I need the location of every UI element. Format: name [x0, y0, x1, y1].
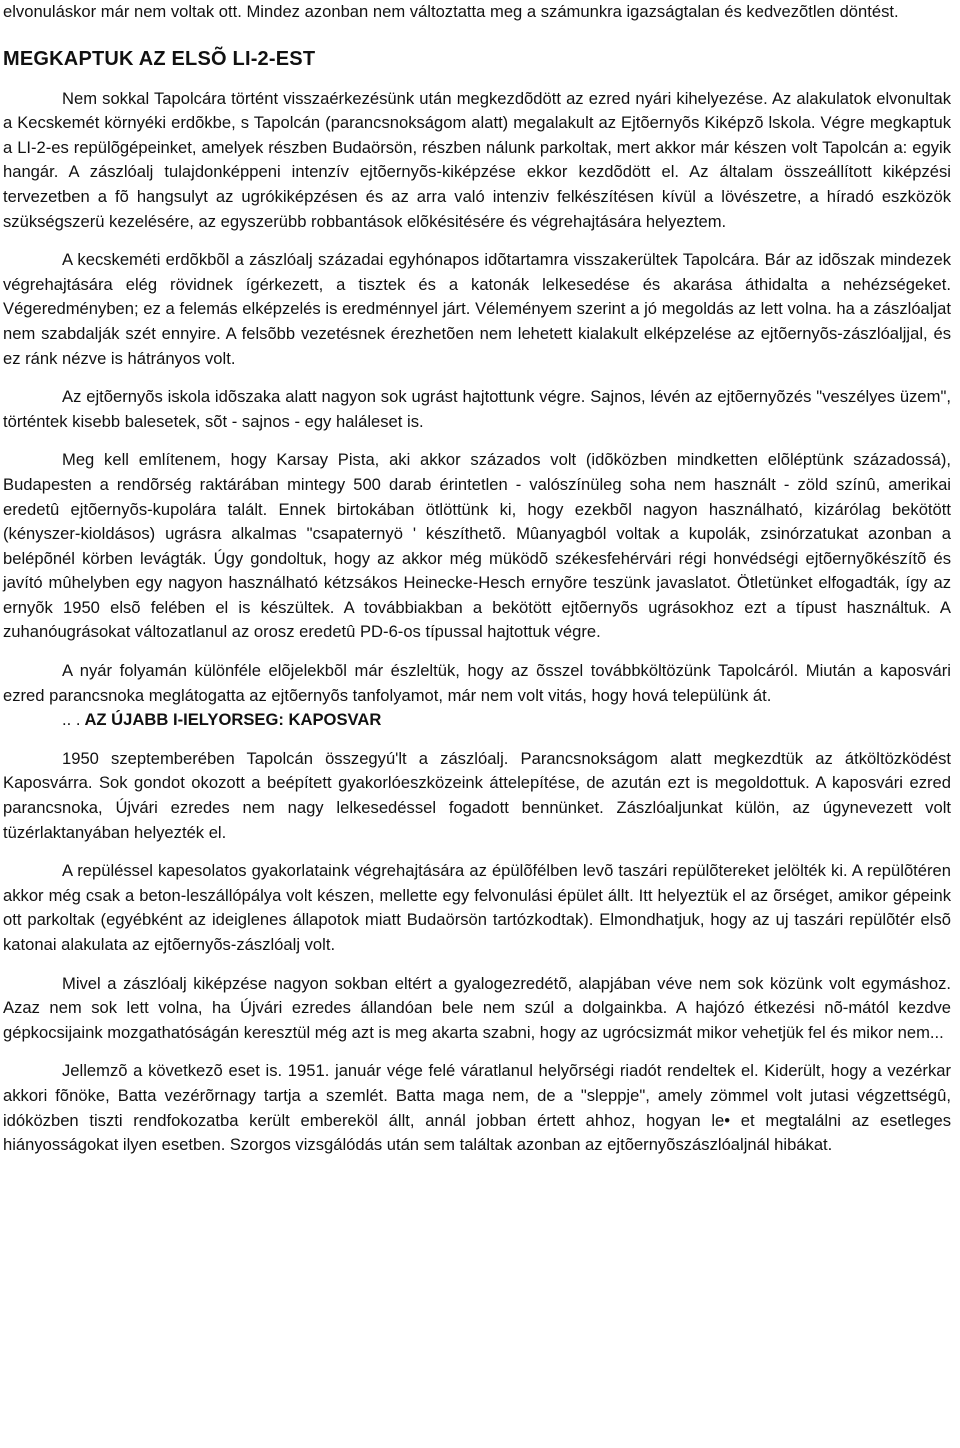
body-paragraph: 1950 szeptemberében Tapolcán összegyú'lt a zászlóalj. Parancsnokságom alatt megkezdtük az átköltözködést Kaposvárra. Sok gondot okozott a beépített gyakorlóeszközeink áttelepítése, de azután ezt is megoldottuk. A kaposvári ezred parancsnoka, Újvári ezredes nem nagy lelkesedéssel fogadott bennünket. Zászlóaljunkat külön, az úgynevezett volt tüzérlaktanyában helyezték el. [3, 748, 951, 842]
body-paragraph: A repüléssel kapesolatos gyakorlataink végrehajtására az épülõfélben levõ taszári repülõtereket jelölték ki. A repülõtéren akkor még csak a beton-leszállópálya volt készen, mellette egy felvonulási épület állt. Itt helyeztük el az õrséget, amikor gépeink ott parkoltak (egyébként az ideiglenes állapotok miatt Budaörsön tartózkodtak). Elmondhatjuk, hogy az uj taszári repülõtér elsõ katonai alakulata az ejtõernyõs-zászlóalj volt. [3, 861, 951, 954]
body-paragraph: Jellemzõ a következõ eset is. 1951. január vége felé váratlanul helyõrségi riadót rendeltek el. Kiderült, hogy a vezérkar akkori fõnöke, Batta vezérõrnagy tartja a szemlét. Batta maga nem, de a "sleppje", amely zömmel volt jutasi végzettségû, idóközben tiszti rendfokozatba került embereköl állt, annál jobban értett ahhoz, hogyan le• et megtalálni az esetleges hiányosságokat ilyen esetben. Szorgos vizsgálódás után sem találtak azonban az ejtõernyõszászlóaljnál hibákat. [3, 1061, 951, 1155]
body-paragraph: A nyár folyamán különféle elõjelekbõl már észleltük, hogy az õsszel továbbköltözünk Tapolcáról. Miután a kaposvári ezred parancsnoka meglátogatta az ejtõernyõs tanfolyamot, már nem volt vitás, hogy hová települünk át. [3, 661, 951, 705]
intro-paragraph: elvonuláskor már nem voltak ott. Mindez azonban nem változtatta meg a számunkra igazságtalan és kedvezõtlen döntést. [3, 2, 899, 21]
heading-text: AZ ÚJABB I-IELYORSEG: KAPOSVAR [84, 710, 382, 730]
heading-dots: .. . [62, 710, 81, 730]
body-paragraph: A kecskeméti erdõkbõl a zászlóalj századai egyhónapos idõtartamra visszakerültek Tapolcára. Bár az idõszak mindezek végrehajtására elég rövidnek ígérkezett, a tisztek és a katonák lelkesedése és akarása áthidalta a nehézségeket. Végeredményben; ez a felemás elképzelés is eredménnyel járt. Véleményem szerint a jó megoldás az lett volna. ha a zászlóaljat nem szabdalják szét ennyire. A felsõbb vezetésnek érezhetõen nem lehetett kialakult elképzelése az ejtõernyõs-zászlóaljjal, és ez ránk nézve is hátrányos volt. [3, 250, 951, 368]
document-page [3, 0, 951, 1158]
body-paragraph: Az ejtõernyõs iskola idõszaka alatt nagyon sok ugrást hajtottunk végre. Sajnos, lévén az ejtõernyõzés "veszélyes üzem", történtek kisebb balesetek, sõt - sajnos - egy haláleset is. [3, 387, 951, 431]
body-paragraph: Nem sokkal Tapolcára történt visszaérkezésünk után megkezdõdött az ezred nyári kihelyezése. Az alakulatok elvonultak a Kecskemét környéki erdõkbe, s Tapolcán (parancsnokságom alatt) megalakult az Ejtõernyõs Kiképzõ lskola. Végre megkaptuk a LI-2-es repülõgépeinket, amelyek részben Budaörsön, részben nálunk parkoltak, mert akkor már készen volt Tapolcán a: egyik hangár. A zászlóalj tulajdonképpeni intenzív ejtõernyõs-kiképzése ekkor kezdõdött el. Az általam összeállított kiképzési tervezetben a fõ hangsulyt az ugrókiképzésen és az arra való intenziv felkészítésen kívül a lövészetre, a híradó eszközök szükségszerü kezelésére, az egyszerübb robbantások elõkésitésére és végrehajtására helyeztem. [3, 88, 951, 231]
section-heading-li2: MEGKAPTUK AZ ELSÕ LI-2-EST [3, 47, 316, 70]
body-paragraph: Meg kell említenem, hogy Karsay Pista, aki akkor százados volt (idõközben mindketten elõléptünk századossá), Budapesten a rendõrség raktárában mintegy 500 darab érintetlen - valószínüleg soha nem használt - zöld színû, amerikai eredetû ejtõernyõs-kupolára talált. Ennek birtokában ötlöttünk ki, hogy ezekbõl nagyon használható, kizárólag bekötött (kényszer-kioldásos) ugrásra alkalmas "csapaternyö ' készíthetõ. Mûanyagból voltak a kupolák, zsinórzatukat azonban a belépõnél körben levágták. Úgy gondoltuk, hogy az akkor még müködõ székesfehérvári régi honvédségi ejtõernyõkészítõ és javító mûhelyben egy nagyon használható kétzsákos Heinecke-Hesch ernyõre teszünk javaslatot. Ötletünket elfogadták, így az ernyõk 1950 elsõ felében el is készültek. A továbbiakban a bekötött ejtõernyõs ugrásokhoz ezt a típust használtuk. A zuhanóugrásokat változatlanul az orosz eredetû PD-6-os típussal hajtottuk végre. [3, 450, 951, 642]
section-heading-kaposvar [3, 708, 951, 733]
body-paragraph: Mivel a zászlóalj kiképzése nagyon sokban eltért a gyalogezredétõ, alapjában véve nem sok közünk volt egymáshoz. Azaz nem sok lett volna, ha Újvári ezredes állandóan bele nem szúl a dolgainkba. A hajózó étkezési nõ-mától kezdve gépkocsijaink mozgathatóságán keresztül még azt is meg akarta szabni, hogy az ugrócsizmát mikor vehetjük fel és mikor nem... [3, 973, 951, 1042]
